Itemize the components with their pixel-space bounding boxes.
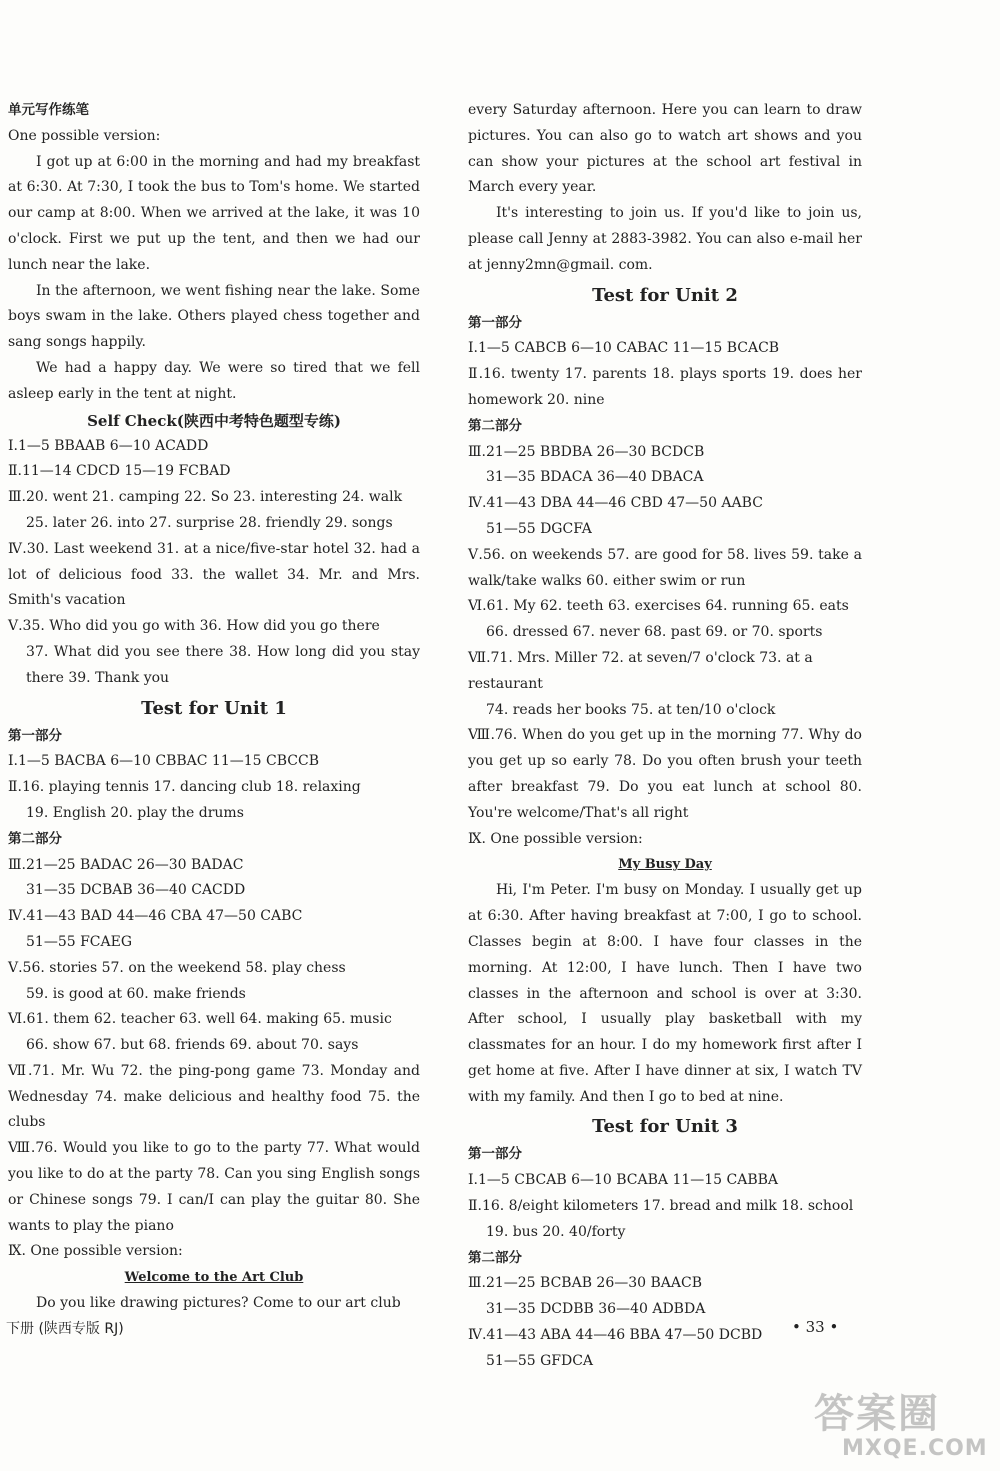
answer-line: Ⅴ.56. on weekends 57. are good for 58. lives 59. take a walk/take walks 60. either swim or run xyxy=(468,546,862,589)
answer-line: Ⅰ.1—5 BACBA 6—10 CBBAC 11—15 CBCCB xyxy=(8,753,319,770)
answer-line: 51—55 DGCFA xyxy=(486,520,592,537)
answer-line: Ⅱ.16. 8/eight kilometers 17. bread and milk 18. school xyxy=(468,1198,854,1215)
answer-line: 51—55 FCAEG xyxy=(26,933,133,950)
answer-line: Ⅱ.16. playing tennis 17. dancing club 18. relaxing xyxy=(8,779,361,796)
writing-paragraph: We had a happy day. We were so tired that we fell asleep early in the tent at night. xyxy=(8,359,420,402)
left-column xyxy=(8,98,420,1317)
unit2-title: Test for Unit 2 xyxy=(592,284,738,306)
answer-line: 59. is good at 60. make friends xyxy=(26,985,246,1002)
answer-line: Ⅳ.41—43 ABA 44—46 BBA 47—50 DCBD xyxy=(468,1327,763,1344)
unit3-title: Test for Unit 3 xyxy=(592,1116,738,1138)
answer-line: Ⅰ.1—5 CBCAB 6—10 BCABA 11—15 CABBA xyxy=(468,1172,779,1189)
answer-line: 37. What did you see there 38. How long did you stay there 39. Thank you xyxy=(26,643,420,686)
answer-line: Ⅵ.61. My 62. teeth 63. exercises 64. running 65. eats xyxy=(468,598,849,615)
answer-line: 66. dressed 67. never 68. past 69. or 70. sports xyxy=(486,624,823,641)
answer-line: 19. bus 20. 40/forty xyxy=(486,1223,626,1240)
essay-paragraph: Do you like drawing pictures? Come to our art club xyxy=(36,1295,401,1312)
answer-line: Ⅳ.30. Last weekend 31. at a nice/five-star hotel 32. had a lot of delicious food 33. the wallet 34. Mr. and Mrs. Smith's vacation xyxy=(8,540,420,609)
writing-paragraph: In the afternoon, we went fishing near the lake. Some boys swam in the lake. Others played chess together and sang songs happily. xyxy=(8,282,420,351)
answer-line: 74. reads her books 75. at ten/10 o'clock xyxy=(486,701,776,718)
writing-section-title: 单元写作练笔 xyxy=(8,102,89,118)
part-one-label: 第一部分 xyxy=(8,727,62,744)
footer-book-label: 下册 (陕西专版 RJ) xyxy=(6,1321,124,1337)
answer-line: Ⅲ.21—25 BCBAB 26—30 BAACB xyxy=(468,1275,703,1292)
answer-line: Ⅷ.76. When do you get up in the morning 77. Why do you get up so early 78. Do you often brush your teeth after breakfast 79. Do you eat lunch at school 80. You're welcome/That's all right xyxy=(468,727,862,821)
answer-line: 51—55 GFDCA xyxy=(486,1352,594,1369)
essay-paragraph: Hi, I'm Peter. I'm busy on Monday. I usually get up at 6:30. After having breakfast at 7:00, I go to school. Classes begin at 8:00. I have four classes in the morning. At 12:00, I have lunch. Then I have two classes in the afternoon and school is over at 3:30. After school, I usually play basketball with my classmates for an hour. I do my homework first after I get home at five. After I have dinner at six, I watch TV with my family. And then I go to bed at nine. xyxy=(468,882,862,1105)
writing-paragraph: I got up at 6:00 in the morning and had my breakfast at 6:30. At 7:30, I took the bus to Tom's home. We started our camp at 8:00. When we arrived at the lake, it was 10 o'clock. First we put up the tent, and then we had our lunch near the lake. xyxy=(8,153,420,273)
answer-line: Ⅳ.41—43 BAD 44—46 CBA 47—50 CABC xyxy=(8,908,303,925)
answer-line: 31—35 BDACA 36—40 DBACA xyxy=(486,469,704,486)
answer-line: Ⅲ.20. went 21. camping 22. So 23. interesting 24. walk xyxy=(8,489,403,506)
watermark-logo xyxy=(814,1392,994,1468)
answer-line: Ⅷ.76. Would you like to go to the party 77. What would you like to do at the party 78. Can you sing English songs or Chinese songs 79. I can/I can play the guitar 80. She wants to play the piano xyxy=(8,1140,420,1234)
page-number: • 33 • xyxy=(792,1318,839,1336)
part-one-label: 第一部分 xyxy=(468,314,522,331)
answer-line: Ⅱ.16. twenty 17. parents 18. plays sports 19. does her homework 20. nine xyxy=(468,366,862,408)
answer-line: Ⅶ.71. Mrs. Miller 72. at seven/7 o'clock 73. at a restaurant xyxy=(468,649,813,692)
essay-paragraph: It's interesting to join us. If you'd like to join us, please call Jenny at 2883-3982. You can also e-mail her at jenny2mn@gmail. com. xyxy=(468,205,862,273)
writing-intro: One possible version: xyxy=(8,127,161,144)
answer-line: Ⅵ.61. them 62. teacher 63. well 64. making 65. music xyxy=(8,1011,392,1028)
answer-line: Ⅶ.71. Mr. Wu 72. the ping-pong game 73. Monday and Wednesday 74. make delicious and healthy food 75. the clubs xyxy=(8,1062,420,1131)
answer-line: Ⅸ. One possible version: xyxy=(468,830,643,847)
self-check-title: Self Check(陕西中考特色题型专练) xyxy=(87,411,341,430)
unit1-title: Test for Unit 1 xyxy=(141,697,287,719)
answer-line: 31—35 DCBAB 36—40 CACDD xyxy=(26,882,246,899)
part-two-label: 第二部分 xyxy=(468,1249,522,1266)
watermark-domain: MXQE.COM xyxy=(842,1436,988,1461)
answer-line: 19. English 20. play the drums xyxy=(26,804,244,821)
answer-line: Ⅰ.1—5 CABCB 6—10 CABAC 11—15 BCACB xyxy=(468,340,780,357)
answer-line: Ⅲ.21—25 BADAC 26—30 BADAC xyxy=(8,856,244,873)
essay-title: Welcome to the Art Club xyxy=(124,1270,304,1286)
answer-line: Ⅲ.21—25 BBDBA 26—30 BCDCB xyxy=(468,443,705,460)
essay-paragraph: every Saturday afternoon. Here you can learn to draw pictures. You can also go to watch art shows and you can show your pictures at the school art festival in March every year. xyxy=(468,102,862,196)
watermark-text: 答案圈 xyxy=(814,1391,940,1437)
answer-line: Ⅱ.11—14 CDCD 15—19 FCBAD xyxy=(8,463,231,480)
right-column xyxy=(468,98,862,1375)
answer-line: 25. later 26. into 27. surprise 28. friendly 29. songs xyxy=(26,514,393,531)
answer-line: Ⅸ. One possible version: xyxy=(8,1243,183,1260)
answer-line: Ⅴ.35. Who did you go with 36. How did you go there xyxy=(8,618,380,635)
part-one-label: 第一部分 xyxy=(468,1146,522,1163)
essay-title: My Busy Day xyxy=(618,857,712,873)
answer-line: 31—35 DCDBB 36—40 ADBDA xyxy=(486,1301,706,1318)
answer-line: Ⅰ.1—5 BBAAB 6—10 ACADD xyxy=(8,437,209,454)
answer-line: Ⅴ.56. stories 57. on the weekend 58. play chess xyxy=(8,959,346,976)
answer-line: Ⅳ.41—43 DBA 44—46 CBD 47—50 AABC xyxy=(468,495,763,512)
part-two-label: 第二部分 xyxy=(8,830,62,847)
part-two-label: 第二部分 xyxy=(468,417,522,434)
answer-line: 66. show 67. but 68. friends 69. about 70. says xyxy=(26,1037,359,1054)
